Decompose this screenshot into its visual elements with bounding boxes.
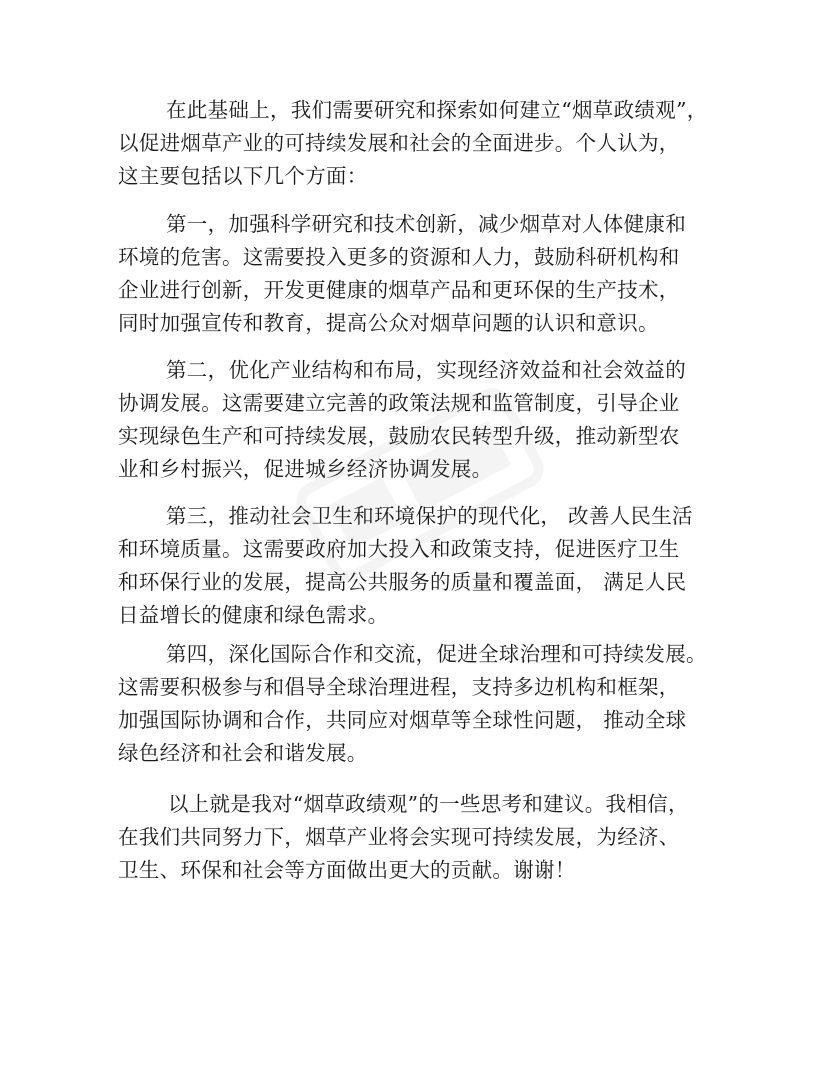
paragraph-line: 环境的危害。这需要投入更多的资源和人力，鼓励科研机构和 [118,245,680,269]
paragraph-line: 这主要包括以下几个方面： [118,164,368,188]
paragraph-line: 在我们共同努力下，烟草产业将会实现可持续发展，为经济、 [118,825,680,849]
paragraph-line: 同时加强宣传和教育，提高公众对烟草问题的认识和意识。 [118,311,659,335]
paragraph-intro [118,94,708,193]
paragraph-line: 第四，深化国际合作和交流，促进全球治理和可持续发展。 [166,642,707,666]
paragraph-line: 协调发展。这需要建立完善的政策法规和监管制度，引导企业 [118,391,680,415]
paragraph-line: 企业进行创新，开发更健康的烟草产品和更环保的生产技术， [118,278,680,302]
paragraph-line: 第二，优化产业结构和布局，实现经济效益和社会效益的 [166,358,686,382]
paragraph-line: 卫生、环保和社会等方面做出更大的贡献。谢谢！ [118,858,576,882]
paragraph-conclusion [118,788,689,887]
paragraph-fourth [118,638,707,770]
paragraph-line: 以促进烟草产业的可持续发展和社会的全面进步。个人认为， [118,131,680,155]
paragraph-line: 实现绿色生产和可持续发展，鼓励农民转型升级，推动新型农 [118,424,680,448]
paragraph-line: 业和乡村振兴，促进城乡经济协调发展。 [118,457,493,481]
paragraph-line: 以上就是我对“烟草政绩观”的一些思考和建议。我相信， [168,792,689,816]
paragraph-line: 在此基础上，我们需要研究和探索如何建立“烟草政绩观”， [166,98,708,122]
paragraph-line: 加强国际协调和合作，共同应对烟草等全球性问题， 推动全球 [118,708,687,732]
paragraph-line: 和环保行业的发展，提高公共服务的质量和覆盖面， 满足人民 [118,570,687,594]
paragraph-second [118,354,686,486]
paragraph-line: 绿色经济和社会和谐发展。 [118,741,368,765]
paragraph-first [118,208,686,340]
paragraph-line: 第一，加强科学研究和技术创新，减少烟草对人体健康和 [166,212,686,236]
paragraph-third [118,500,693,632]
paragraph-line: 和环境质量。这需要政府加大投入和政策支持，促进医疗卫生 [118,537,680,561]
paragraph-line: 这需要积极参与和倡导全球治理进程，支持多边机构和框架， [118,675,680,699]
paragraph-line: 第三，推动社会卫生和环境保护的现代化， 改善人民生活 [166,504,693,528]
paragraph-line: 日益增长的健康和绿色需求。 [118,603,389,627]
